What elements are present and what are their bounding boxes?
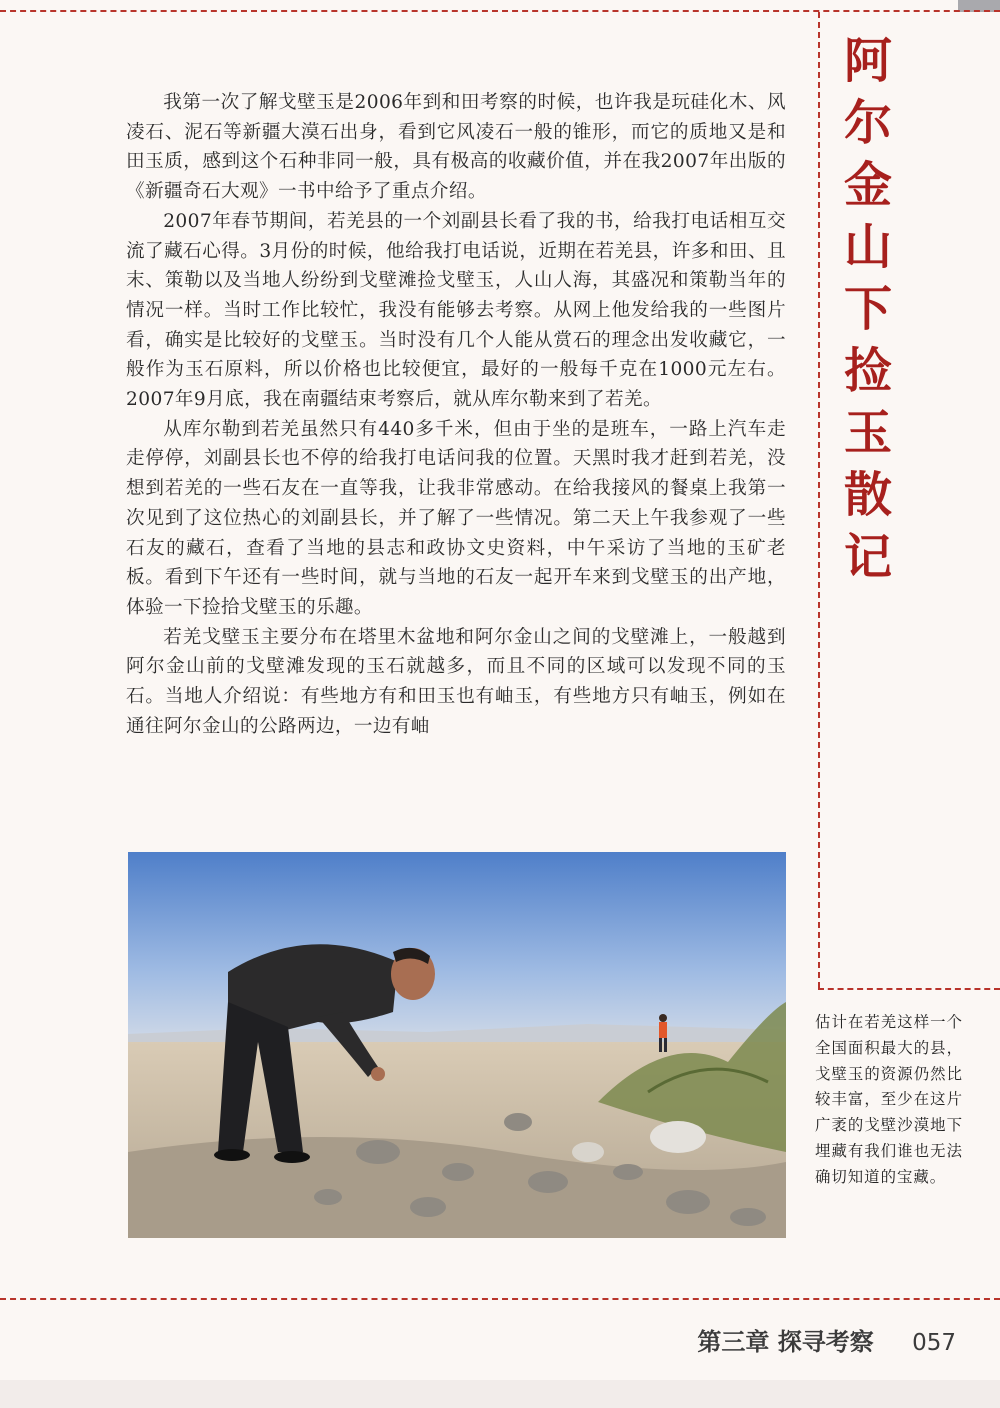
title-char: 记 xyxy=(843,529,892,585)
photo-caption: 估计在若羌这样一个全国面积最大的县，戈壁玉的资源仍然比较丰富，至少在这片广袤的戈壁沙漠地下埋藏有我们谁也无法确切知道的宝藏。 xyxy=(815,1013,963,1186)
gobi-photo-illustration xyxy=(128,852,786,1238)
page-footer xyxy=(697,1322,956,1357)
chapter-label: 第三章 探寻考察 xyxy=(697,1328,874,1356)
title-char: 尔 xyxy=(843,95,892,151)
title-char: 金 xyxy=(843,157,892,213)
vertical-title xyxy=(836,30,900,588)
title-char: 下 xyxy=(843,281,892,337)
gobi-photo xyxy=(128,852,786,1238)
top-dashed-border xyxy=(0,10,1000,12)
bottom-strip xyxy=(0,1380,1000,1408)
article-paragraph: 若羌戈壁玉主要分布在塔里木盆地和阿尔金山之间的戈壁滩上，一般越到阿尔金山前的戈壁滩发现的玉石就越多，而且不同的区域可以发现不同的玉石。当地人介绍说：有些地方有和田玉也有岫玉，有些地方只有岫玉，例如在通往阿尔金山的公路两边，一边有岫 xyxy=(126,626,786,737)
article-paragraph: 2007年春节期间，若羌县的一个刘副县长看了我的书，给我打电话相互交流了藏石心得。3月份的时候，他给我打电话说，近期在若羌县，许多和田、且末、策勒以及当地人纷纷到戈壁滩捡戈壁玉，人山人海，其盛况和策勒当年的情况一样。当时工作比较忙，我没有能够去考察。从网上他发给我的一些图片看，确实是比较好的戈壁玉。当时没有几个人能从赏石的理念出发收藏它，一般作为玉石原料，所以价格也比较便宜，最好的一般每千克在1000元左右。2007年9月底，我在南疆结束考察后，就从库尔勒来到了若羌。 xyxy=(126,210,786,411)
bottom-dashed-border xyxy=(0,1298,1000,1300)
article-paragraph: 我第一次了解戈壁玉是2006年到和田考察的时候，也许我是玩硅化木、风凌石、泥石等新疆大漠石出身，看到它风凌石一般的锥形，而它的质地又是和田玉质，感到这个石种非同一般，具有极高的收藏价值，并在我2007年出版的《新疆奇石大观》一书中给予了重点介绍。 xyxy=(126,92,786,203)
sidebar-dashed-border xyxy=(818,12,820,988)
page-number: 057 xyxy=(912,1330,956,1356)
sidebar-dashed-divider xyxy=(818,988,1000,990)
article-paragraph: 从库尔勒到若羌虽然只有440多千米，但由于坐的是班车，一路上汽车走走停停，刘副县长也不停的给我打电话问我的位置。天黑时我才赶到若羌，没想到若羌的一些石友在一直等我，让我非常感动。在给我接风的餐桌上我第一次见到了这位热心的刘副县长，并了解了一些情况。第二天上午我参观了一些石友的藏石，查看了当地的县志和政协文史资料，中午采访了当地的玉矿老板。看到下午还有一些时间，就与当地的石友一起开车来到戈壁玉的出产地，体验一下捡拾戈壁玉的乐趣。 xyxy=(126,418,786,618)
title-char: 捡 xyxy=(843,343,892,399)
title-char: 山 xyxy=(843,219,892,275)
title-char: 散 xyxy=(843,467,892,523)
title-char: 玉 xyxy=(843,405,892,461)
title-char: 阿 xyxy=(843,33,892,89)
article-body xyxy=(126,88,786,741)
